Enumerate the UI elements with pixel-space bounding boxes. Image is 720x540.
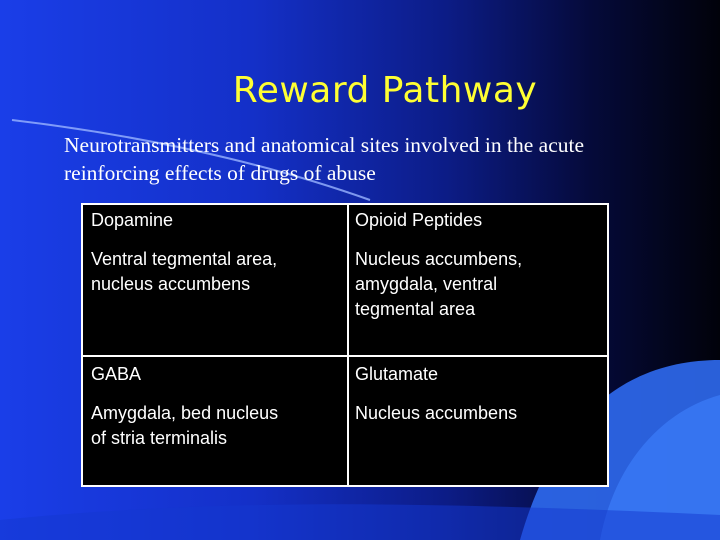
slide-subtitle <box>64 131 664 187</box>
table-cell-gaba <box>91 362 341 451</box>
cell-line: amygdala, ventral <box>355 274 498 294</box>
subtitle-line-2: reinforcing effects of drugs of abuse <box>64 161 376 185</box>
cell-heading: Glutamate <box>355 364 439 384</box>
table-divider-horizontal <box>83 355 607 357</box>
cell-line: tegmental area <box>355 299 476 319</box>
cell-line: of stria terminalis <box>91 428 228 448</box>
slide-title: Reward Pathway <box>232 70 538 111</box>
table-cell-opioid-peptides <box>355 208 605 322</box>
cell-line: Ventral tegmental area, <box>91 249 278 269</box>
cell-heading: Dopamine <box>91 210 174 230</box>
table-cell-dopamine <box>91 208 341 297</box>
cell-heading: Opioid Peptides <box>355 210 483 230</box>
table-divider-vertical <box>347 205 349 485</box>
neurotransmitter-table <box>81 203 609 487</box>
cell-heading: GABA <box>91 364 142 384</box>
cell-line: Nucleus accumbens, <box>355 249 523 269</box>
subtitle-line-1: Neurotransmitters and anatomical sites involved in the acute <box>64 133 585 157</box>
table-cell-glutamate <box>355 362 605 426</box>
cell-line: Nucleus accumbens <box>355 403 518 423</box>
cell-line: nucleus accumbens <box>91 274 251 294</box>
cell-line: Amygdala, bed nucleus <box>91 403 279 423</box>
